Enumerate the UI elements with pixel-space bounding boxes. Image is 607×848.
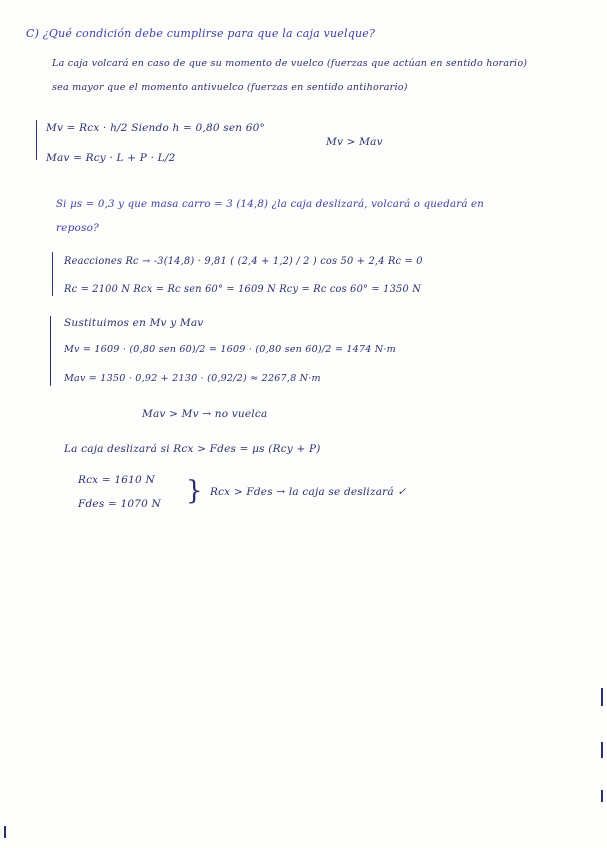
mav-formula: Mav = Rcy · L + P · L/2	[46, 152, 176, 164]
mv-substitution: Mv = 1609 · (0,80 sen 60)/2 = 1609 · (0,80 sen 60)/2 = 1474 N·m	[64, 344, 396, 355]
fdes-value: Fdes = 1070 N	[78, 498, 161, 510]
margin-mark	[601, 790, 603, 802]
brace-1	[36, 120, 37, 160]
vuelca-text-1: La caja volcará en caso de que su momento de vuelco (fuerzas que actúan en sentido horario)	[52, 58, 528, 69]
margin-mark	[4, 826, 6, 838]
desliza-condition: La caja deslizará si Rcx > Fdes = μs (Rcy + P)	[64, 443, 321, 455]
mav-substitution: Mav = 1350 · 0,92 + 2130 · (0,92/2) ≈ 2267,8 N·m	[64, 373, 321, 384]
brace-2	[52, 252, 53, 296]
margin-mark	[601, 742, 603, 758]
sustituimos: Sustituimos en Mv y Mav	[64, 317, 204, 329]
margin-mark	[601, 688, 603, 706]
mv-formula: Mv = Rcx · h/2 Siendo h = 0,80 sen 60°	[46, 122, 265, 134]
brace-3	[50, 316, 51, 386]
reacciones-eq: Reacciones Rc → -3(14,8) · 9,81 ( (2,4 + 1,2) / 2 ) cos 50 + 2,4 Rc = 0	[64, 256, 423, 267]
si-question-2: reposo?	[56, 222, 100, 234]
mv-gt-mav: Mv > Mav	[326, 136, 383, 148]
vuelca-text-2: sea mayor que el momento antivuelco (fuerzas en sentido antihorario)	[52, 82, 408, 93]
rcx-value: Rcx = 1610 N	[78, 474, 155, 486]
question-c-heading: C) ¿Qué condición debe cumplirse para que la caja vuelque?	[26, 27, 376, 40]
rightbrace-glyph: }	[186, 476, 203, 506]
si-question-1: Si μs = 0,3 y que masa carro = 3 (14,8) ¿la caja deslizará, volcará o quedará en	[56, 199, 485, 210]
rc-values: Rc = 2100 N Rcx = Rc sen 60° = 1609 N Rcy = Rc cos 60° = 1350 N	[64, 284, 421, 295]
conclusion: Rcx > Fdes → la caja se deslizará ✓	[210, 486, 407, 498]
no-vuelca: Mav > Mv → no vuelca	[142, 408, 268, 420]
